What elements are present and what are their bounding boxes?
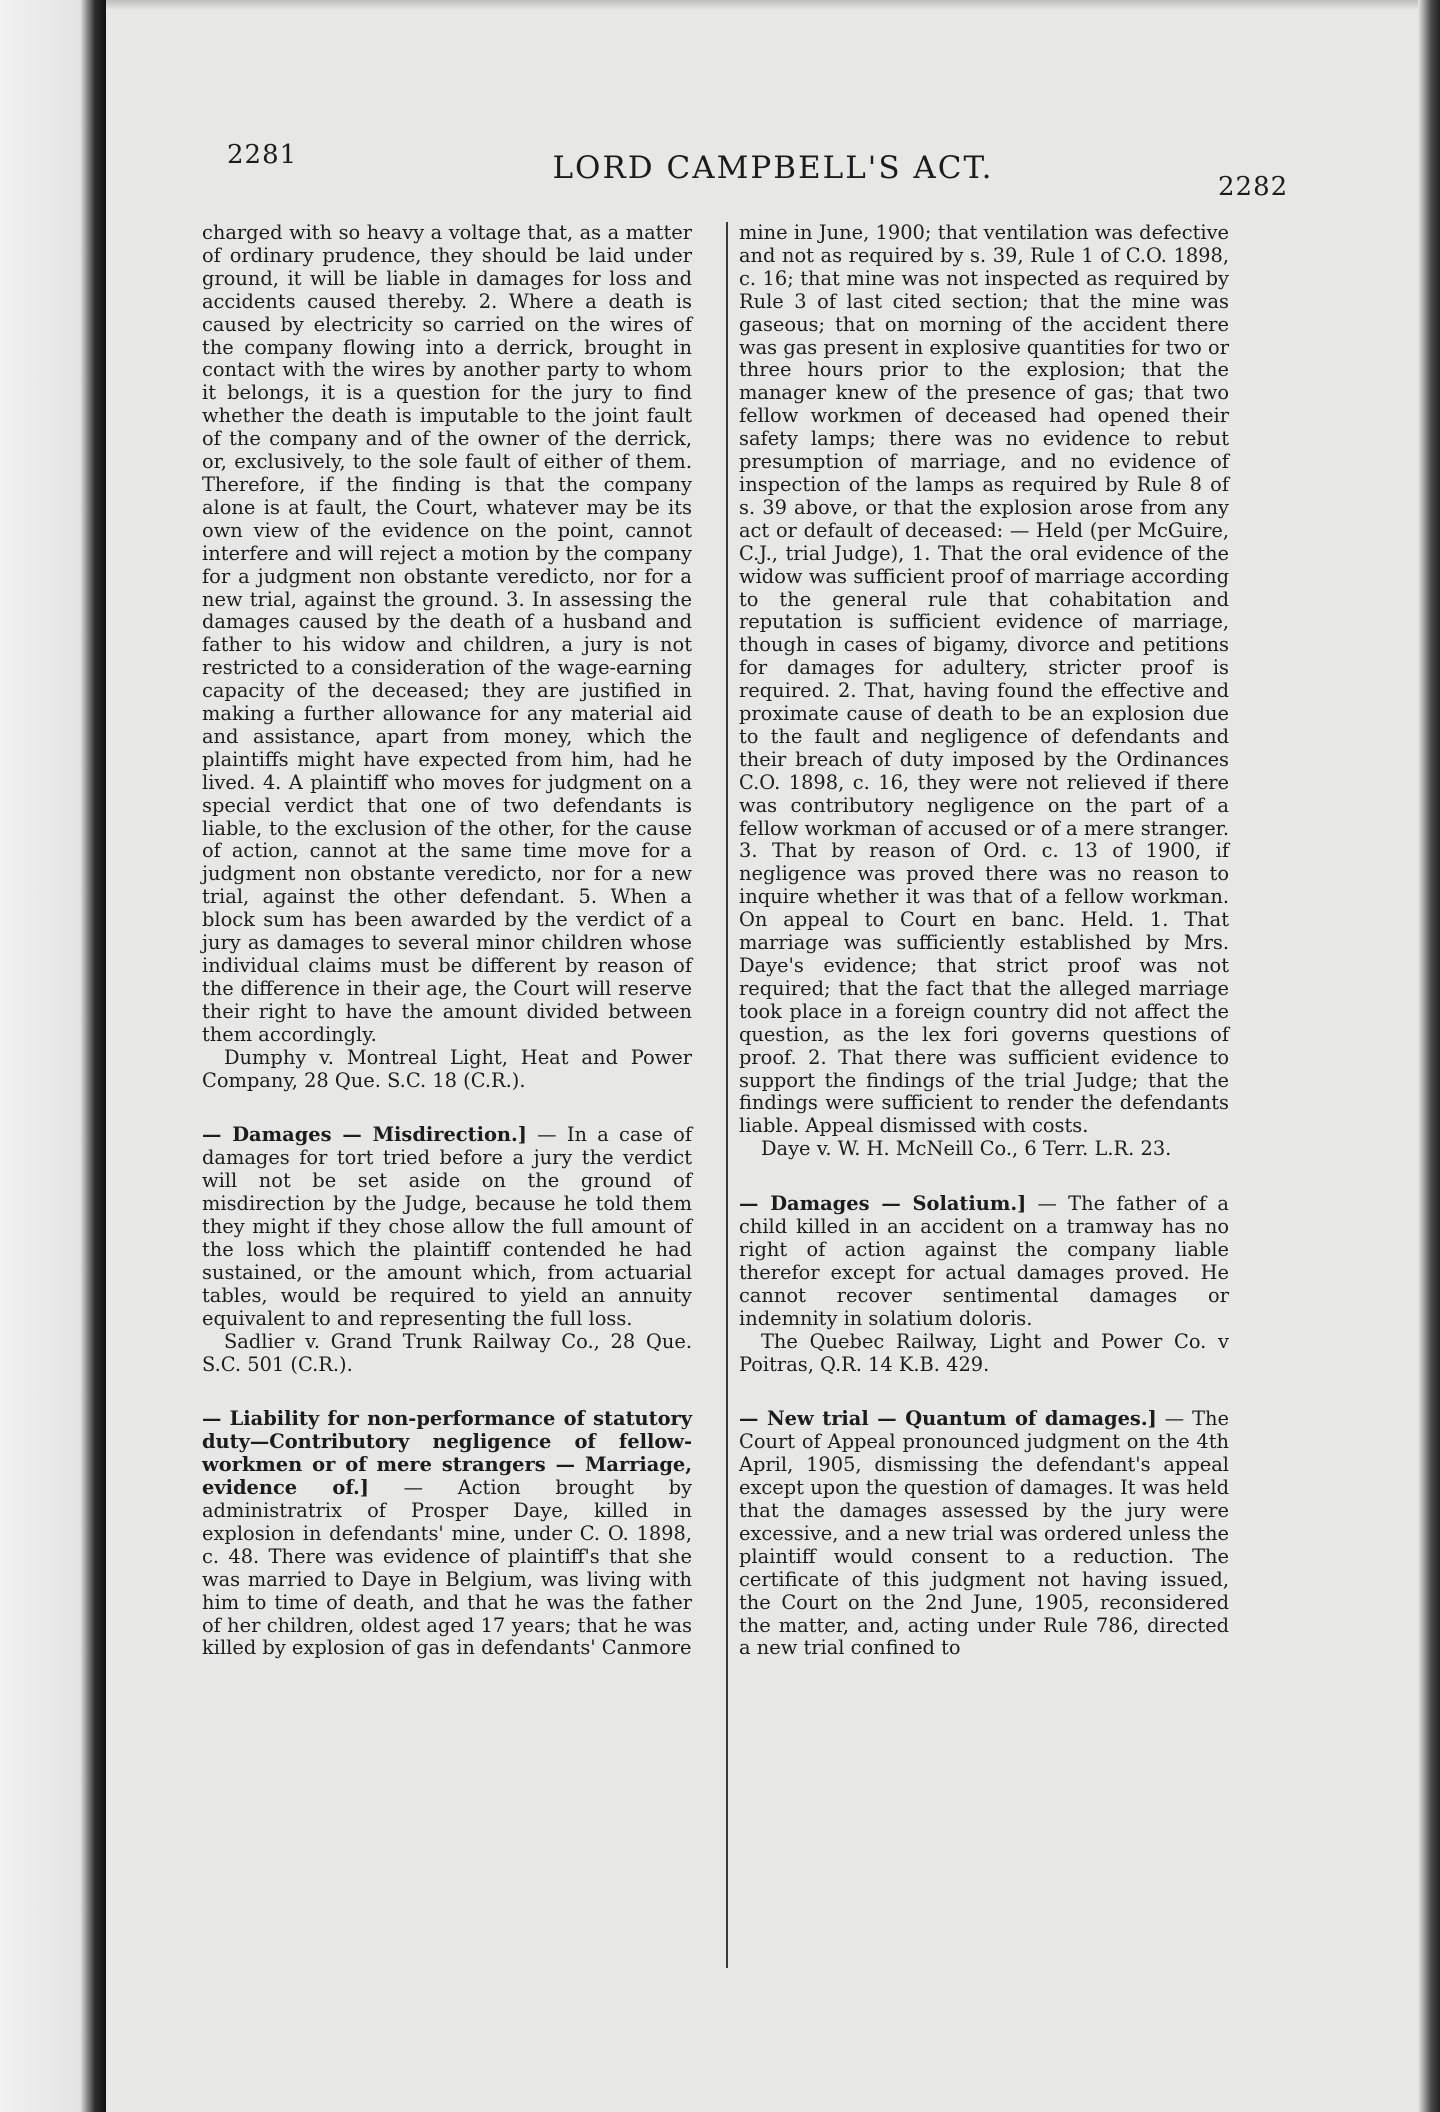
page-top-edge	[106, 0, 1440, 10]
headnote-body: — In a case of damages for tort tried before a jury the verdict will not be set aside on the ground of misdirection by the Judge, because he told them they might if they chose allow the full amount of the loss which the plaintiff contended he had sustained, or the amount which, from actuarial tables, would be required to yield an annuity equivalent to and representing the full loss.	[202, 1123, 692, 1330]
case-citation: The Quebec Railway, Light and Power Co. v Poitras, Q.R. 14 K.B. 429.	[739, 1329, 1229, 1376]
headnote-body: — Action brought by administratrix of Prosper Daye, killed in explosion in defendants' mine, under C. O. 1898, c. 48. There was evidence of plaintiff's that she was married to Daye in Belgium, was living with him to time of death, and that he was the father of her children, oldest aged 17 years; that he was killed by explosion of gas in defendants' Canmore	[202, 1476, 693, 1660]
book-binding	[0, 0, 120, 2112]
headnote-statutory-duty	[202, 1408, 692, 1660]
headnote-misdirection	[202, 1124, 692, 1330]
page-number-right: 2282	[1218, 172, 1289, 202]
running-head-title: LORD CAMPBELL'S ACT.	[552, 150, 994, 186]
headnote-heading: — New trial — Quantum of damages.]	[739, 1407, 1157, 1431]
page-right-edge	[1418, 0, 1440, 2112]
headnote-body: — The father of a child killed in an accident on a tramway has no right of action against the company liable therefor except for actual damages proved. He cannot recover sentimental damages or indemnity in solatium doloris.	[739, 1192, 1229, 1330]
continued-headnote-text: charged with so heavy a voltage that, as a matter of ordinary prudence, they should be laid under ground, it will be liable in damages for loss and accidents caused thereby. 2. Where a death is caused by electricity so carried on the wires of the company flowing into a derrick, brought in contact with the wires by another party to whom it belongs, it is a question for the jury to find whether the death is imputable to the joint fault of the company and of the owner of the derrick, or, exclusively, to the sole fault of either of them. Therefore, if the finding is that the company alone is at fault, the Court, whatever may be its own view of the evidence on the point, cannot interfere and will reject a motion by the company for a judgment non obstante veredicto, nor for a new trial, against the ground. 3. In assessing the damages caused by the death of a husband and father to his widow and children, a jury is not restricted to a consideration of the wage-earning capacity of the deceased; they are justified in making a further allowance for any material aid and assistance, apart from money, which the plaintiffs might have expected from him, had he lived. 4. A plaintiff who moves for judgment on a special verdict that one of two defendants is liable, to the exclusion of the other, for the cause of action, cannot at the same time move for a judgment non obstante veredicto, nor for a new trial, against the other defendant. 5. When a block sum has been awarded by the verdict of a jury as damages to several minor children whose individual claims must be different by reason of the difference in their age, the Court will reserve their right to have the amount divided between them accordingly.	[202, 221, 692, 1046]
headnote-heading: — Liability for non-performance of statutory duty—Contributory negligence of fellow-workmen or of mere strangers — Marriage, evidence of.]	[202, 1407, 692, 1500]
headnote-heading: — Damages — Solatium.]	[739, 1192, 1027, 1216]
case-citation: Sadlier v. Grand Trunk Railway Co., 28 Que. S.C. 501 (C.R.).	[202, 1329, 692, 1376]
column-divider	[726, 222, 728, 1968]
case-citation: Dumphy v. Montreal Light, Heat and Power Company, 28 Que. S.C. 18 (C.R.).	[202, 1045, 692, 1092]
book-page	[106, 0, 1440, 2112]
continued-headnote-text: mine in June, 1900; that ventilation was defective and not as required by s. 39, Rule 1 of C.O. 1898, c. 16; that mine was not inspected as required by Rule 3 of last cited section; that the mine was gaseous; that on morning of the accident there was gas present in explosive quantities for two or three hours prior to the explosion; that the manager knew of the presence of gas; that two fellow workmen of deceased had opened their safety lamps; there was no evidence to rebut presumption of marriage, and no evidence of inspection of the lamps as required by Rule 8 of s. 39 above, or that the explosion arose from any act or default of deceased: — Held (per McGuire, C.J., trial Judge), 1. That the oral evidence of the widow was sufficient proof of marriage according to the general rule that cohabitation and reputation is sufficient evidence of marriage, though in cases of bigamy, divorce and petitions for damages for adultery, stricter proof is required. 2. That, having found the effective and proximate cause of death to be an explosion due to the fault and negligence of defendants and their breach of duty imposed by the Ordinances C.O. 1898, c. 16, they were not relieved if there was contributory negligence on the part of a fellow workman of accused or of a mere stranger. 3. That by reason of Ord. c. 13 of 1900, if negligence was proved there was no reason to inquire whether it was that of a fellow workman. On appeal to Court en banc. Held. 1. That marriage was sufficiently established by Mrs. Daye's evidence; that strict proof was not required; that the fact that the alleged marriage took place in a foreign country did not affect the question, as the lex fori governs questions of proof. 2. That there was sufficient evidence to support the findings of the trial Judge; that the findings were sufficient to render the defendants liable. Appeal dismissed with costs.	[739, 221, 1229, 1138]
case-citation: Daye v. W. H. McNeill Co., 6 Terr. L.R. 23.	[761, 1137, 1172, 1161]
headnote-body: — The Court of Appeal pronounced judgment on the 4th April, 1905, dismissing the defendant's appeal except upon the question of damages. It was held that the damages assessed by the jury were excessive, and a new trial was ordered unless the plaintiff would consent to a reduction. The certificate of this judgment not having issued, the Court on the 2nd June, 1905, reconsidered the matter, and, acting under Rule 786, directed a new trial confined to	[739, 1407, 1229, 1660]
headnote-solatium	[739, 1193, 1229, 1330]
left-column	[202, 222, 692, 1660]
right-column	[739, 222, 1229, 1660]
headnote-heading: — Damages — Misdirection.]	[202, 1123, 527, 1147]
headnote-new-trial	[739, 1408, 1229, 1660]
page-number-left: 2281	[227, 140, 298, 170]
